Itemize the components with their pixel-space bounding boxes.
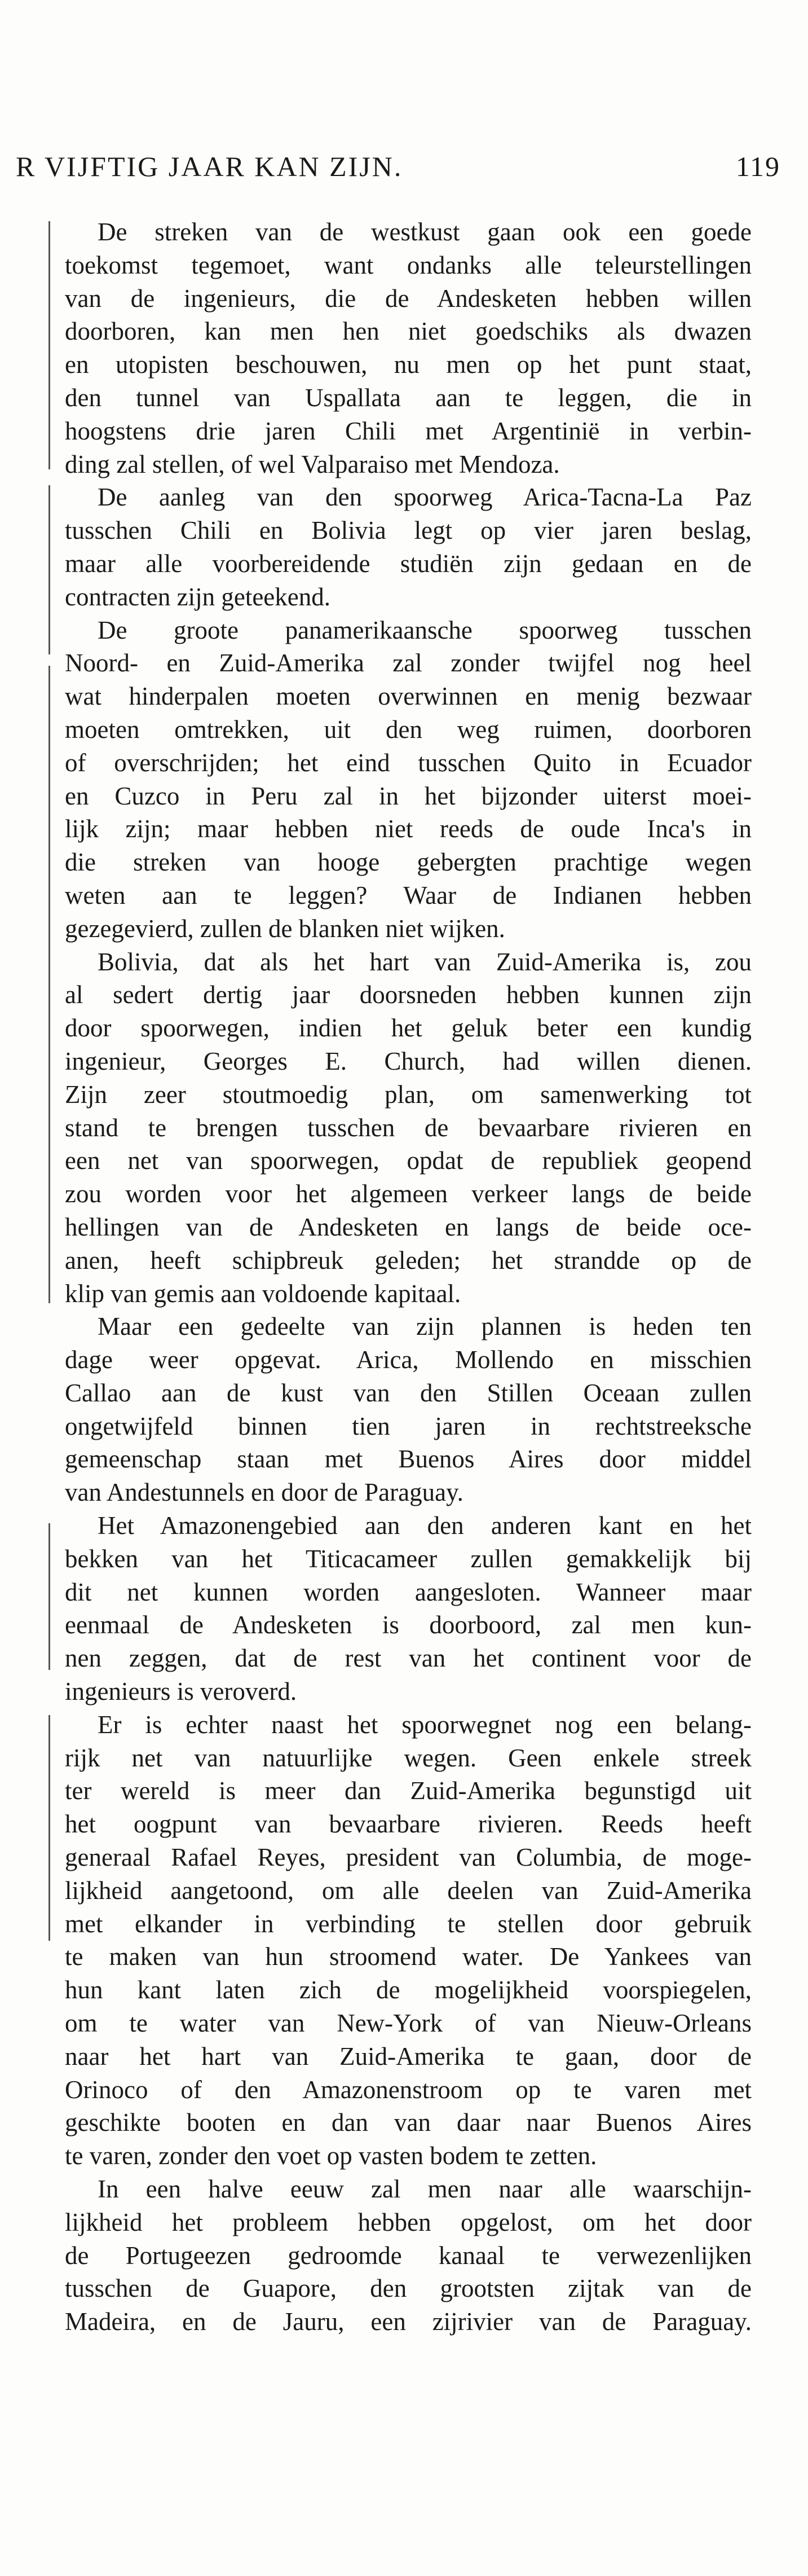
text-line: hun kant laten zich de mogelijkheid voorspiegelen, <box>65 1976 752 2004</box>
text-line: Callao aan de kust van den Stillen Oceaan zullen <box>65 1378 752 1407</box>
text-line: en utopisten beschouwen, nu men op het punt staat, <box>65 350 752 379</box>
text-line: rijk net van natuurlijke wegen. Geen enkele streek <box>65 1743 752 1772</box>
text-line: het oogpunt van bevaarbare rivieren. Reeds heeft <box>65 1810 752 1839</box>
text-line: gemeenschap staan met Buenos Aires door middel <box>65 1445 752 1474</box>
text-line: van de ingenieurs, die de Andesketen hebben willen <box>65 284 752 313</box>
text-line: den tunnel van Uspallata aan te leggen, die in <box>65 383 752 412</box>
text-line: ding zal stellen, of wel Valparaiso met Mendoza. <box>65 450 560 478</box>
text-line: hellingen van de Andesketen en langs de beide oce- <box>65 1212 752 1241</box>
text-line: eenmaal de Andesketen is doorboord, zal men kun- <box>65 1611 752 1639</box>
margin-rule-top <box>48 221 50 469</box>
text-line: Zijn zeer stoutmoedig plan, om samenwerking tot <box>65 1080 752 1109</box>
text-line: ongetwijfeld binnen tien jaren in rechtstreeksche <box>65 1412 752 1440</box>
text-line: nen zeggen, dat de rest van het continent voor de <box>65 1644 752 1673</box>
text-line: naar het hart van Zuid-Amerika te gaan, door de <box>65 2042 752 2071</box>
text-line: met elkander in verbinding te stellen door gebruik <box>65 1909 752 1938</box>
text-line: Maar een gedeelte van zijn plannen is heden ten <box>98 1312 752 1341</box>
text-line: en Cuzco in Peru zal in het bijzonder uiterst moei- <box>65 781 752 810</box>
text-line: geschikte booten en dan van daar naar Buenos Aires <box>65 2108 752 2137</box>
running-title: R VIJFTIG JAAR KAN ZIJN. <box>16 151 403 182</box>
text-line: die streken van hooge gebergten prachtige wegen <box>65 848 752 877</box>
text-line: ter wereld is meer dan Zuid-Amerika begunstigd uit <box>65 1777 752 1805</box>
text-line: door spoorwegen, indien het geluk beter een kundig <box>65 1014 752 1043</box>
text-line: doorboren, kan men hen niet goedschiks als dwazen <box>65 317 752 346</box>
text-line: De groote panamerikaansche spoorweg tusschen <box>98 616 752 644</box>
text-line: In een halve eeuw zal men naar alle waarschijn- <box>98 2175 752 2204</box>
text-line: lijkheid aangetoond, om alle deelen van Zuid-Amerika <box>65 1876 752 1905</box>
text-line: moeten omtrekken, uit den weg ruimen, doorboren <box>65 715 752 744</box>
text-line: Er is echter naast het spoorwegnet nog een belang- <box>98 1710 752 1739</box>
page-number: 119 <box>735 151 780 182</box>
text-line: om te water van New-York of van Nieuw-Orleans <box>65 2009 752 2038</box>
margin-rule-bottom <box>48 1715 50 1941</box>
text-line: lijk zijn; maar hebben niet reeds de oude Inca's in <box>65 815 752 843</box>
text-line: of overschrijden; het eind tusschen Quito in Ecuador <box>65 748 752 777</box>
text-line: Het Amazonengebied aan den anderen kant en het <box>98 1511 752 1540</box>
text-line: generaal Rafael Reyes, president van Columbia, de moge- <box>65 1843 752 1872</box>
text-line: ingenieur, Georges E. Church, had willen dienen. <box>65 1047 752 1075</box>
text-line: klip van gemis aan voldoende kapitaal. <box>65 1279 461 1308</box>
text-line: ingenieurs is veroverd. <box>65 1677 297 1706</box>
text-line: anen, heeft schipbreuk geleden; het strandde op de <box>65 1246 752 1274</box>
text-line: De aanleg van den spoorweg Arica-Tacna-La Paz <box>98 483 752 512</box>
text-line: te varen, zonder den voet op vasten bodem te zetten. <box>65 2142 597 2170</box>
text-line: Noord- en Zuid-Amerika zal zonder twijfel nog heel <box>65 649 752 678</box>
text-line: Madeira, en de Jauru, een zijrivier van de Paraguay. <box>65 2307 752 2336</box>
text-line: tusschen de Guapore, den grootsten zijtak van de <box>65 2274 752 2303</box>
text-line: maar alle voorbereidende studiën zijn gedaan en de <box>65 549 752 578</box>
text-line: Bolivia, dat als het hart van Zuid-Amerika is, zou <box>98 947 752 976</box>
text-line: tusschen Chili en Bolivia legt op vier jaren beslag, <box>65 516 752 545</box>
text-line: al sedert dertig jaar doorsneden hebben kunnen zijn <box>65 981 752 1009</box>
text-line: de Portugeezen gedroomde kanaal te verwezenlijken <box>65 2241 752 2270</box>
text-line: weten aan te leggen? Waar de Indianen hebben <box>65 881 752 909</box>
running-header <box>16 144 794 189</box>
margin-rule-middle <box>48 666 50 1303</box>
text-line: te maken van hun stroomend water. De Yankees van <box>65 1942 752 1971</box>
text-line: dit net kunnen worden aangesloten. Wanneer maar <box>65 1577 752 1606</box>
text-line: De streken van de westkust gaan ook een goede <box>98 218 752 246</box>
text-line: hoogstens drie jaren Chili met Argentinië in verbin- <box>65 416 752 445</box>
text-line: bekken van het Titicacameer zullen gemakkelijk bij <box>65 1544 752 1573</box>
text-line: gezegevierd, zullen de blanken niet wijken. <box>65 914 505 943</box>
text-line: toekomst tegemoet, want ondanks alle teleurstellingen <box>65 250 752 279</box>
text-line: stand te brengen tusschen de bevaarbare rivieren en <box>65 1113 752 1142</box>
text-line: lijkheid het probleem hebben opgelost, om het door <box>65 2208 752 2236</box>
body-text <box>65 216 752 2338</box>
text-line: Orinoco of den Amazonenstroom op te varen met <box>65 2075 752 2104</box>
text-line: contracten zijn geteekend. <box>65 582 331 611</box>
text-line: dage weer opgevat. Arica, Mollendo en misschien <box>65 1346 752 1374</box>
text-line: een net van spoorwegen, opdat de republiek geopend <box>65 1146 752 1175</box>
text-line: wat hinderpalen moeten overwinnen en menig bezwaar <box>65 682 752 711</box>
text-line: van Andestunnels en door de Paraguay. <box>65 1478 463 1507</box>
text-line: zou worden voor het algemeen verkeer langs de beide <box>65 1180 752 1208</box>
margin-rule-lower <box>48 1523 50 1670</box>
margin-rule-upper <box>48 485 50 654</box>
